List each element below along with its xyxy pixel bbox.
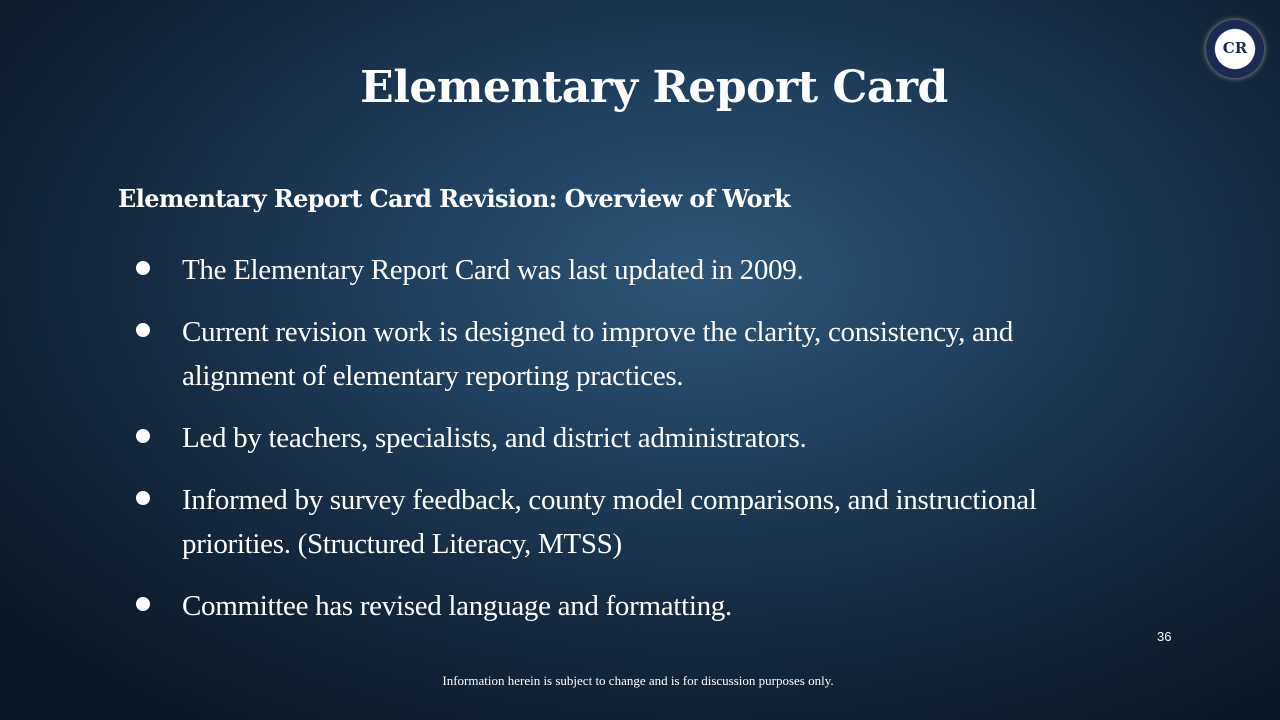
footer-text: Information herein is subject to change and is for discussion purposes only. [442,673,834,688]
slide-title: Elementary Report Card [360,62,948,113]
bullet-item [136,416,1056,460]
bullet-item [136,310,1056,398]
bullet-text: Informed by survey feedback, county model comparisons, and instructional priorities. (Structured Literacy, MTSS) [182,484,1037,560]
bullet-item [136,478,1056,566]
bullet-dot-icon [136,491,150,505]
bullet-text: Current revision work is designed to improve the clarity, consistency, and alignment of elementary reporting practices. [182,316,1013,392]
bullet-text: The Elementary Report Card was last updated in 2009. [182,254,804,286]
bullet-text: Led by teachers, specialists, and district administrators. [182,422,807,454]
bullet-dot-icon [136,429,150,443]
bullet-item [136,584,1056,628]
bullet-dot-icon [136,261,150,275]
page-number: 36 [1157,629,1172,644]
bullet-dot-icon [136,597,150,611]
bullet-text: Committee has revised language and formatting. [182,590,732,622]
footer-disclaimer [0,673,1280,689]
slide-subtitle: Elementary Report Card Revision: Overview of Work [118,184,791,213]
bullet-list [136,248,1056,646]
bullet-item [136,248,1056,292]
bullet-dot-icon [136,323,150,337]
logo-monogram: CR [1222,39,1248,57]
